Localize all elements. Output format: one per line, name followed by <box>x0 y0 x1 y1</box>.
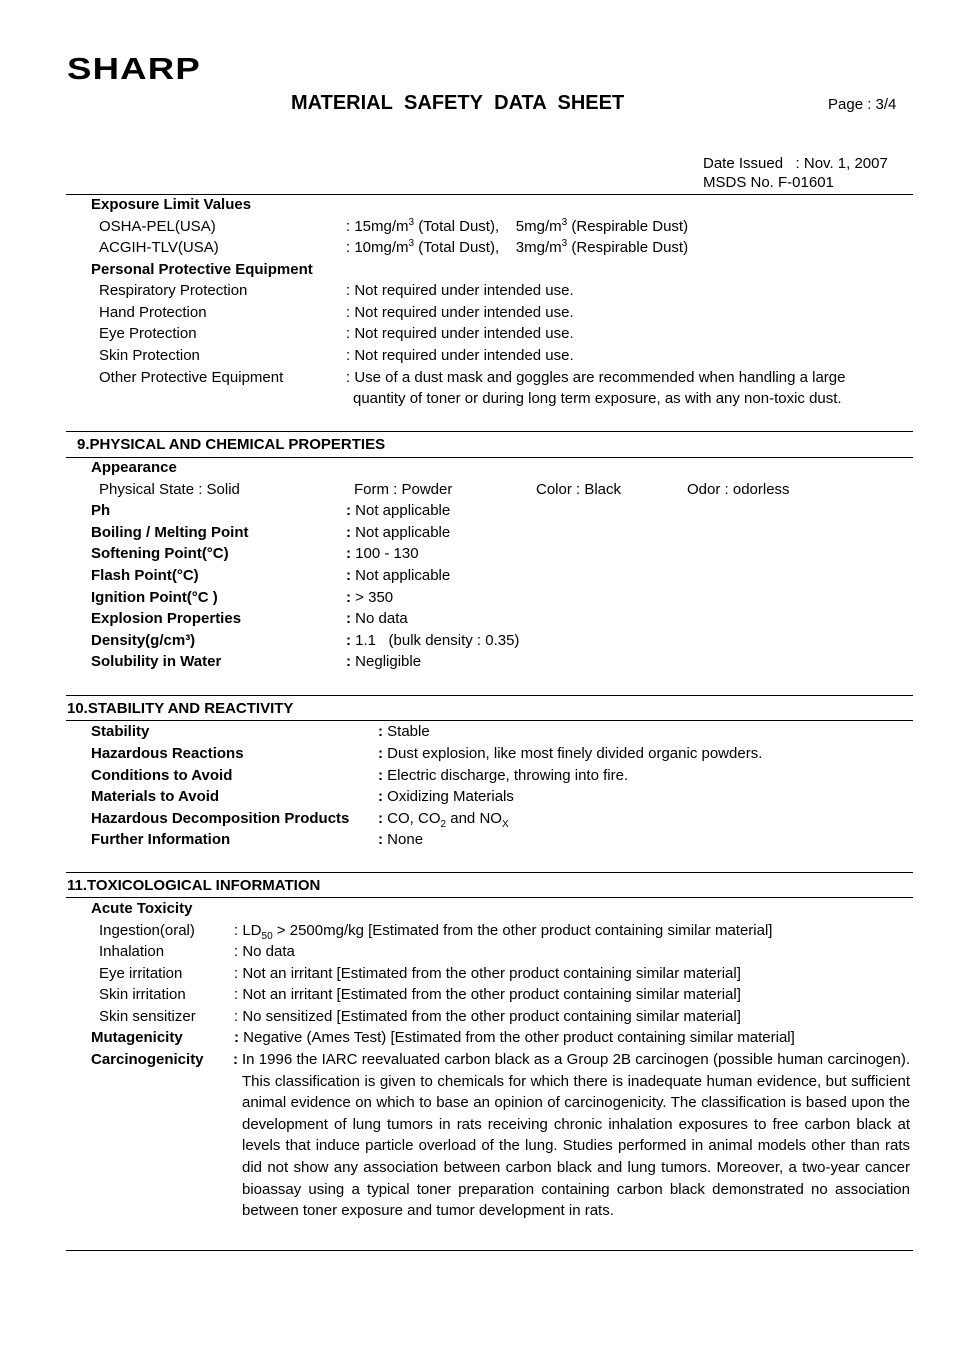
ppe-value: : Use of a dust mask and goggles are recommended when handling a large <box>346 369 846 386</box>
ppe-label: Respiratory Protection <box>99 282 248 299</box>
sharp-logo: SHARP <box>67 51 201 86</box>
stability-label: Further Information <box>91 831 231 848</box>
tox-label: Skin sensitizer <box>99 1008 196 1025</box>
section-heading: 10.STABILITY AND REACTIVITY <box>67 700 294 717</box>
ppe-value: : Not required under intended use. <box>346 304 574 321</box>
divider <box>66 720 913 721</box>
ppe-value-continued: quantity of toner or during long term exposure, as with any non-toxic dust. <box>353 390 842 407</box>
property-label: Softening Point(°C) <box>91 545 229 562</box>
property-label: Ignition Point(°C ) <box>91 589 218 606</box>
stability-label: Stability <box>91 723 150 740</box>
form-value: Form : Powder <box>354 481 453 498</box>
exposure-value: : $10mg/m^3$ (Total Dust), $3mg/m^3$ (Respirable Dust) <box>346 238 689 256</box>
ppe-heading: Personal Protective Equipment <box>91 261 313 278</box>
stability-value: : Oxidizing Materials <box>378 788 514 805</box>
ppe-value: : Not required under intended use. <box>346 325 574 342</box>
property-value: : Not applicable <box>346 567 451 584</box>
physical-state: Physical State : Solid <box>99 481 240 498</box>
property-label: Boiling / Melting Point <box>91 524 249 541</box>
property-value: : Negligible <box>346 653 422 670</box>
stability-value: : CO, $CO_2$ and $NO_X$ <box>378 810 509 830</box>
divider <box>66 431 913 432</box>
ppe-label: Hand Protection <box>99 304 207 321</box>
divider <box>66 695 913 696</box>
tox-value: : Not an irritant [Estimated from the other product containing similar material] <box>234 986 741 1003</box>
property-value: : 100 - 130 <box>346 545 419 562</box>
stability-label: Conditions to Avoid <box>91 767 233 784</box>
exposure-label: ACGIH-TLV(USA) <box>99 239 219 256</box>
stability-value: : Electric discharge, throwing into fire. <box>378 767 629 784</box>
stability-label: Materials to Avoid <box>91 788 220 805</box>
property-label: Solubility in Water <box>91 653 222 670</box>
acute-toxicity-heading: Acute Toxicity <box>91 900 193 917</box>
property-label: Ph <box>91 502 111 519</box>
carcinogenicity-label: Carcinogenicity <box>91 1051 204 1068</box>
divider <box>66 194 913 195</box>
carcinogenicity-text: : In 1996 the IARC reevaluated carbon black as a Group 2B carcinogen (possible human carcinogen). This classification is given to chemicals for which there is inadequate human evidence, but sufficient animal evidence on which to base an opinion of carcinogenicity. The classification is based upon the development of lung tumors in rats receiving chronic inhalation exposures to free carbon black at levels that induce particle overload of the lung. Studies performed in animal models other than rats did not show any association between carbon black and lung tumors. Moreover, a two-year cancer bioassay using a typical toner preparation containing carbon black demonstrated no association between toner exposure and tumor development in rats. <box>233 1051 910 1220</box>
ppe-label: Eye Protection <box>99 325 197 342</box>
exposure-value: : $15mg/m^3$ (Total Dust), $5mg/m^3$ (Respirable Dust) <box>346 217 689 235</box>
msds-number: MSDS No. F-01601 <box>703 174 834 191</box>
section-heading: 11.TOXICOLOGICAL INFORMATION <box>67 877 321 894</box>
odor-value: Odor : odorless <box>687 481 790 498</box>
divider <box>66 897 913 898</box>
property-label: Density(g/cm³) <box>91 632 196 649</box>
color-value: Color : Black <box>536 481 622 498</box>
property-value: : Not applicable <box>346 502 451 519</box>
property-value: : Not applicable <box>346 524 451 541</box>
tox-value: : No sensitized [Estimated from the other product containing similar material] <box>234 1008 741 1025</box>
tox-label: Skin irritation <box>99 986 186 1003</box>
divider <box>66 457 913 458</box>
section-heading: 9.PHYSICAL AND CHEMICAL PROPERTIES <box>77 436 386 453</box>
mutagenicity-label: Mutagenicity <box>91 1029 183 1046</box>
property-label: Flash Point(°C) <box>91 567 199 584</box>
property-value: : 1.1 (bulk density : 0.35) <box>346 632 520 649</box>
tox-value: : No data <box>234 943 295 960</box>
page-number: Page : 3/4 <box>828 96 897 113</box>
tox-value: : Not an irritant [Estimated from the other product containing similar material] <box>234 965 741 982</box>
divider <box>66 1250 913 1251</box>
stability-label: Hazardous Decomposition Products <box>91 810 350 827</box>
property-value: : > 350 <box>346 589 394 606</box>
ppe-value: : Not required under intended use. <box>346 282 574 299</box>
exposure-label: OSHA-PEL(USA) <box>99 218 216 235</box>
date-issued: Date Issued : Nov. 1, 2007 <box>703 155 888 172</box>
exposure-heading: Exposure Limit Values <box>91 196 252 213</box>
stability-value: : Dust explosion, like most finely divided organic powders. <box>378 745 763 762</box>
divider <box>66 872 913 873</box>
tox-value: : $LD_{50} > 2500mg/kg$ [Estimated from the other product containing similar material] <box>234 922 773 942</box>
stability-label: Hazardous Reactions <box>91 745 244 762</box>
document-title: MATERIAL SAFETY DATA SHEET <box>291 92 625 114</box>
stability-value: : None <box>378 831 424 848</box>
tox-label: Eye irritation <box>99 965 183 982</box>
mutagenicity-value: : Negative (Ames Test) [Estimated from the other product containing similar material] <box>234 1029 795 1046</box>
ppe-label: Other Protective Equipment <box>99 369 284 386</box>
property-label: Explosion Properties <box>91 610 242 627</box>
appearance-heading: Appearance <box>91 459 177 476</box>
property-value: : No data <box>346 610 408 627</box>
tox-label: Inhalation <box>99 943 165 960</box>
ppe-label: Skin Protection <box>99 347 200 364</box>
stability-value: : Stable <box>378 723 430 740</box>
tox-label: Ingestion(oral) <box>99 922 195 939</box>
ppe-value: : Not required under intended use. <box>346 347 574 364</box>
